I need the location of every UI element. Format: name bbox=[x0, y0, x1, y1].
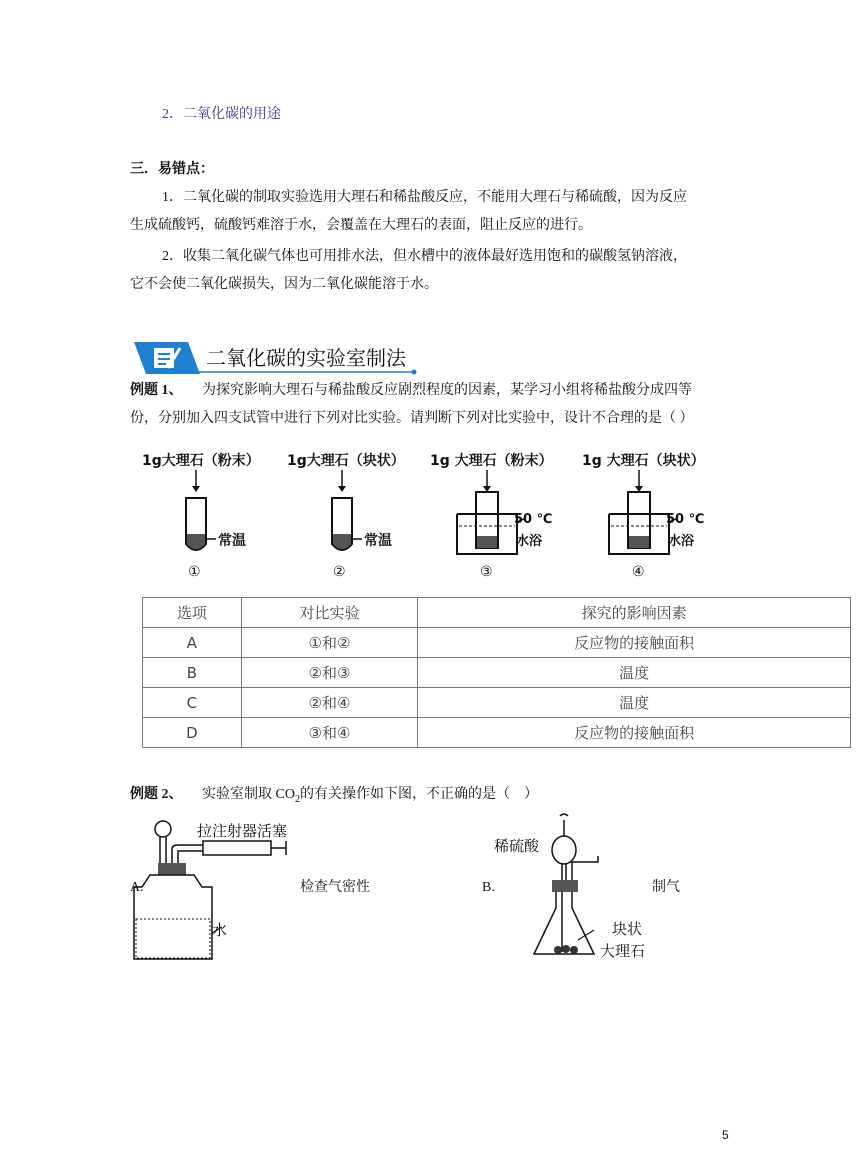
option-a-caption: 检查气密性 bbox=[300, 880, 370, 895]
errors-title: 三．易错点： bbox=[130, 162, 214, 177]
tube1-label: 1g大理石（粉末） bbox=[142, 453, 260, 469]
tube4-label: 1g 大理石（块状） bbox=[582, 453, 705, 469]
options-table bbox=[142, 597, 851, 748]
errors-p2-line1: 2．收集二氧化碳气体也可用排水法，但水槽中的液体最好选用饱和的碳酸氢钠溶液， bbox=[162, 249, 687, 264]
banner-title: 二氧化碳的实验室制法 bbox=[206, 346, 406, 370]
solid-label-2: 大理石 bbox=[600, 942, 646, 960]
table-cell: B bbox=[143, 658, 242, 688]
tube2-temp: 常温 bbox=[364, 533, 392, 549]
table-row bbox=[143, 718, 851, 748]
example1-line1: 为探究影响大理石与稀盐酸反应剧烈程度的因素，某学习小组将稀盐酸分成四等 bbox=[202, 383, 692, 398]
errors-p1-line1: 1．二氧化碳的制取实验选用大理石和稀盐酸反应，不能用大理石与稀硫酸，因为反应 bbox=[162, 190, 687, 205]
section-heading: 2．二氧化碳的用途 bbox=[162, 107, 281, 122]
example2-label: 例题 2、 bbox=[130, 787, 183, 802]
tube3-label: 1g 大理石（粉末） bbox=[430, 453, 553, 469]
page-number: 5 bbox=[722, 1128, 729, 1142]
errors-p1-line2: 生成硫酸钙，硫酸钙难溶于水，会覆盖在大理石的表面，阻止反应的进行。 bbox=[130, 218, 592, 233]
table-header: 对比实验 bbox=[241, 598, 418, 628]
tube4-number: ④ bbox=[632, 564, 645, 580]
table-cell: ②和④ bbox=[241, 688, 418, 718]
water-label: 水 bbox=[212, 921, 228, 939]
table-header-row bbox=[143, 598, 851, 628]
tube2-number: ② bbox=[333, 564, 346, 580]
example2-text-post: 的有关操作如下图，不正确的是（ ） bbox=[299, 787, 538, 802]
tube1-temp: 常温 bbox=[218, 533, 246, 549]
banner-dot bbox=[412, 370, 417, 375]
example1-line2: 份，分别加入四支试管中进行下列对比实验。请判断下列对比实验中，设计不合理的是（ ） bbox=[130, 411, 694, 426]
section-banner bbox=[130, 338, 420, 383]
example2-question bbox=[202, 785, 538, 810]
tube-1 bbox=[186, 470, 216, 550]
option-b-letter: B. bbox=[482, 880, 495, 895]
table-cell: ②和③ bbox=[241, 658, 418, 688]
plunger-label: 拉注射器活塞 bbox=[197, 822, 288, 840]
tube4-temp: 50 ℃ bbox=[666, 512, 705, 527]
tube3-bath: 水浴 bbox=[516, 534, 543, 549]
table-row bbox=[143, 658, 851, 688]
tube1-number: ① bbox=[188, 564, 201, 580]
table-cell: D bbox=[143, 718, 242, 748]
table-cell: A bbox=[143, 628, 242, 658]
acid-label: 稀硫酸 bbox=[494, 837, 540, 855]
table-row bbox=[143, 628, 851, 658]
table-cell: ①和② bbox=[241, 628, 418, 658]
table-cell: 反应物的接触面积 bbox=[418, 718, 851, 748]
experiment-figure bbox=[130, 444, 757, 581]
table-cell: ③和④ bbox=[241, 718, 418, 748]
example2-text-pre: 实验室制取 CO bbox=[202, 787, 295, 802]
example2-text-sub: 2 bbox=[294, 793, 300, 805]
tubes-drawing bbox=[130, 444, 757, 581]
tube4-bath: 水浴 bbox=[668, 534, 695, 549]
table-row bbox=[143, 688, 851, 718]
option-a-letter: A. bbox=[130, 880, 144, 895]
tube-2 bbox=[332, 470, 362, 550]
table-cell: 温度 bbox=[418, 658, 851, 688]
tube3-number: ③ bbox=[480, 564, 493, 580]
example1-label: 例题 1、 bbox=[130, 383, 183, 398]
table-header: 选项 bbox=[143, 598, 242, 628]
table-cell: 温度 bbox=[418, 688, 851, 718]
tube3-temp: 50 ℃ bbox=[514, 512, 553, 527]
table-cell: 反应物的接触面积 bbox=[418, 628, 851, 658]
solid-label-1: 块状 bbox=[612, 920, 643, 938]
option-b-caption: 制气 bbox=[652, 880, 680, 895]
table-cell: C bbox=[143, 688, 242, 718]
table-header: 探究的影响因素 bbox=[418, 598, 851, 628]
errors-p2-line2: 它不会使二氧化碳损失，因为二氧化碳能溶于水。 bbox=[130, 277, 438, 292]
tube2-label: 1g大理石（块状） bbox=[287, 453, 405, 469]
